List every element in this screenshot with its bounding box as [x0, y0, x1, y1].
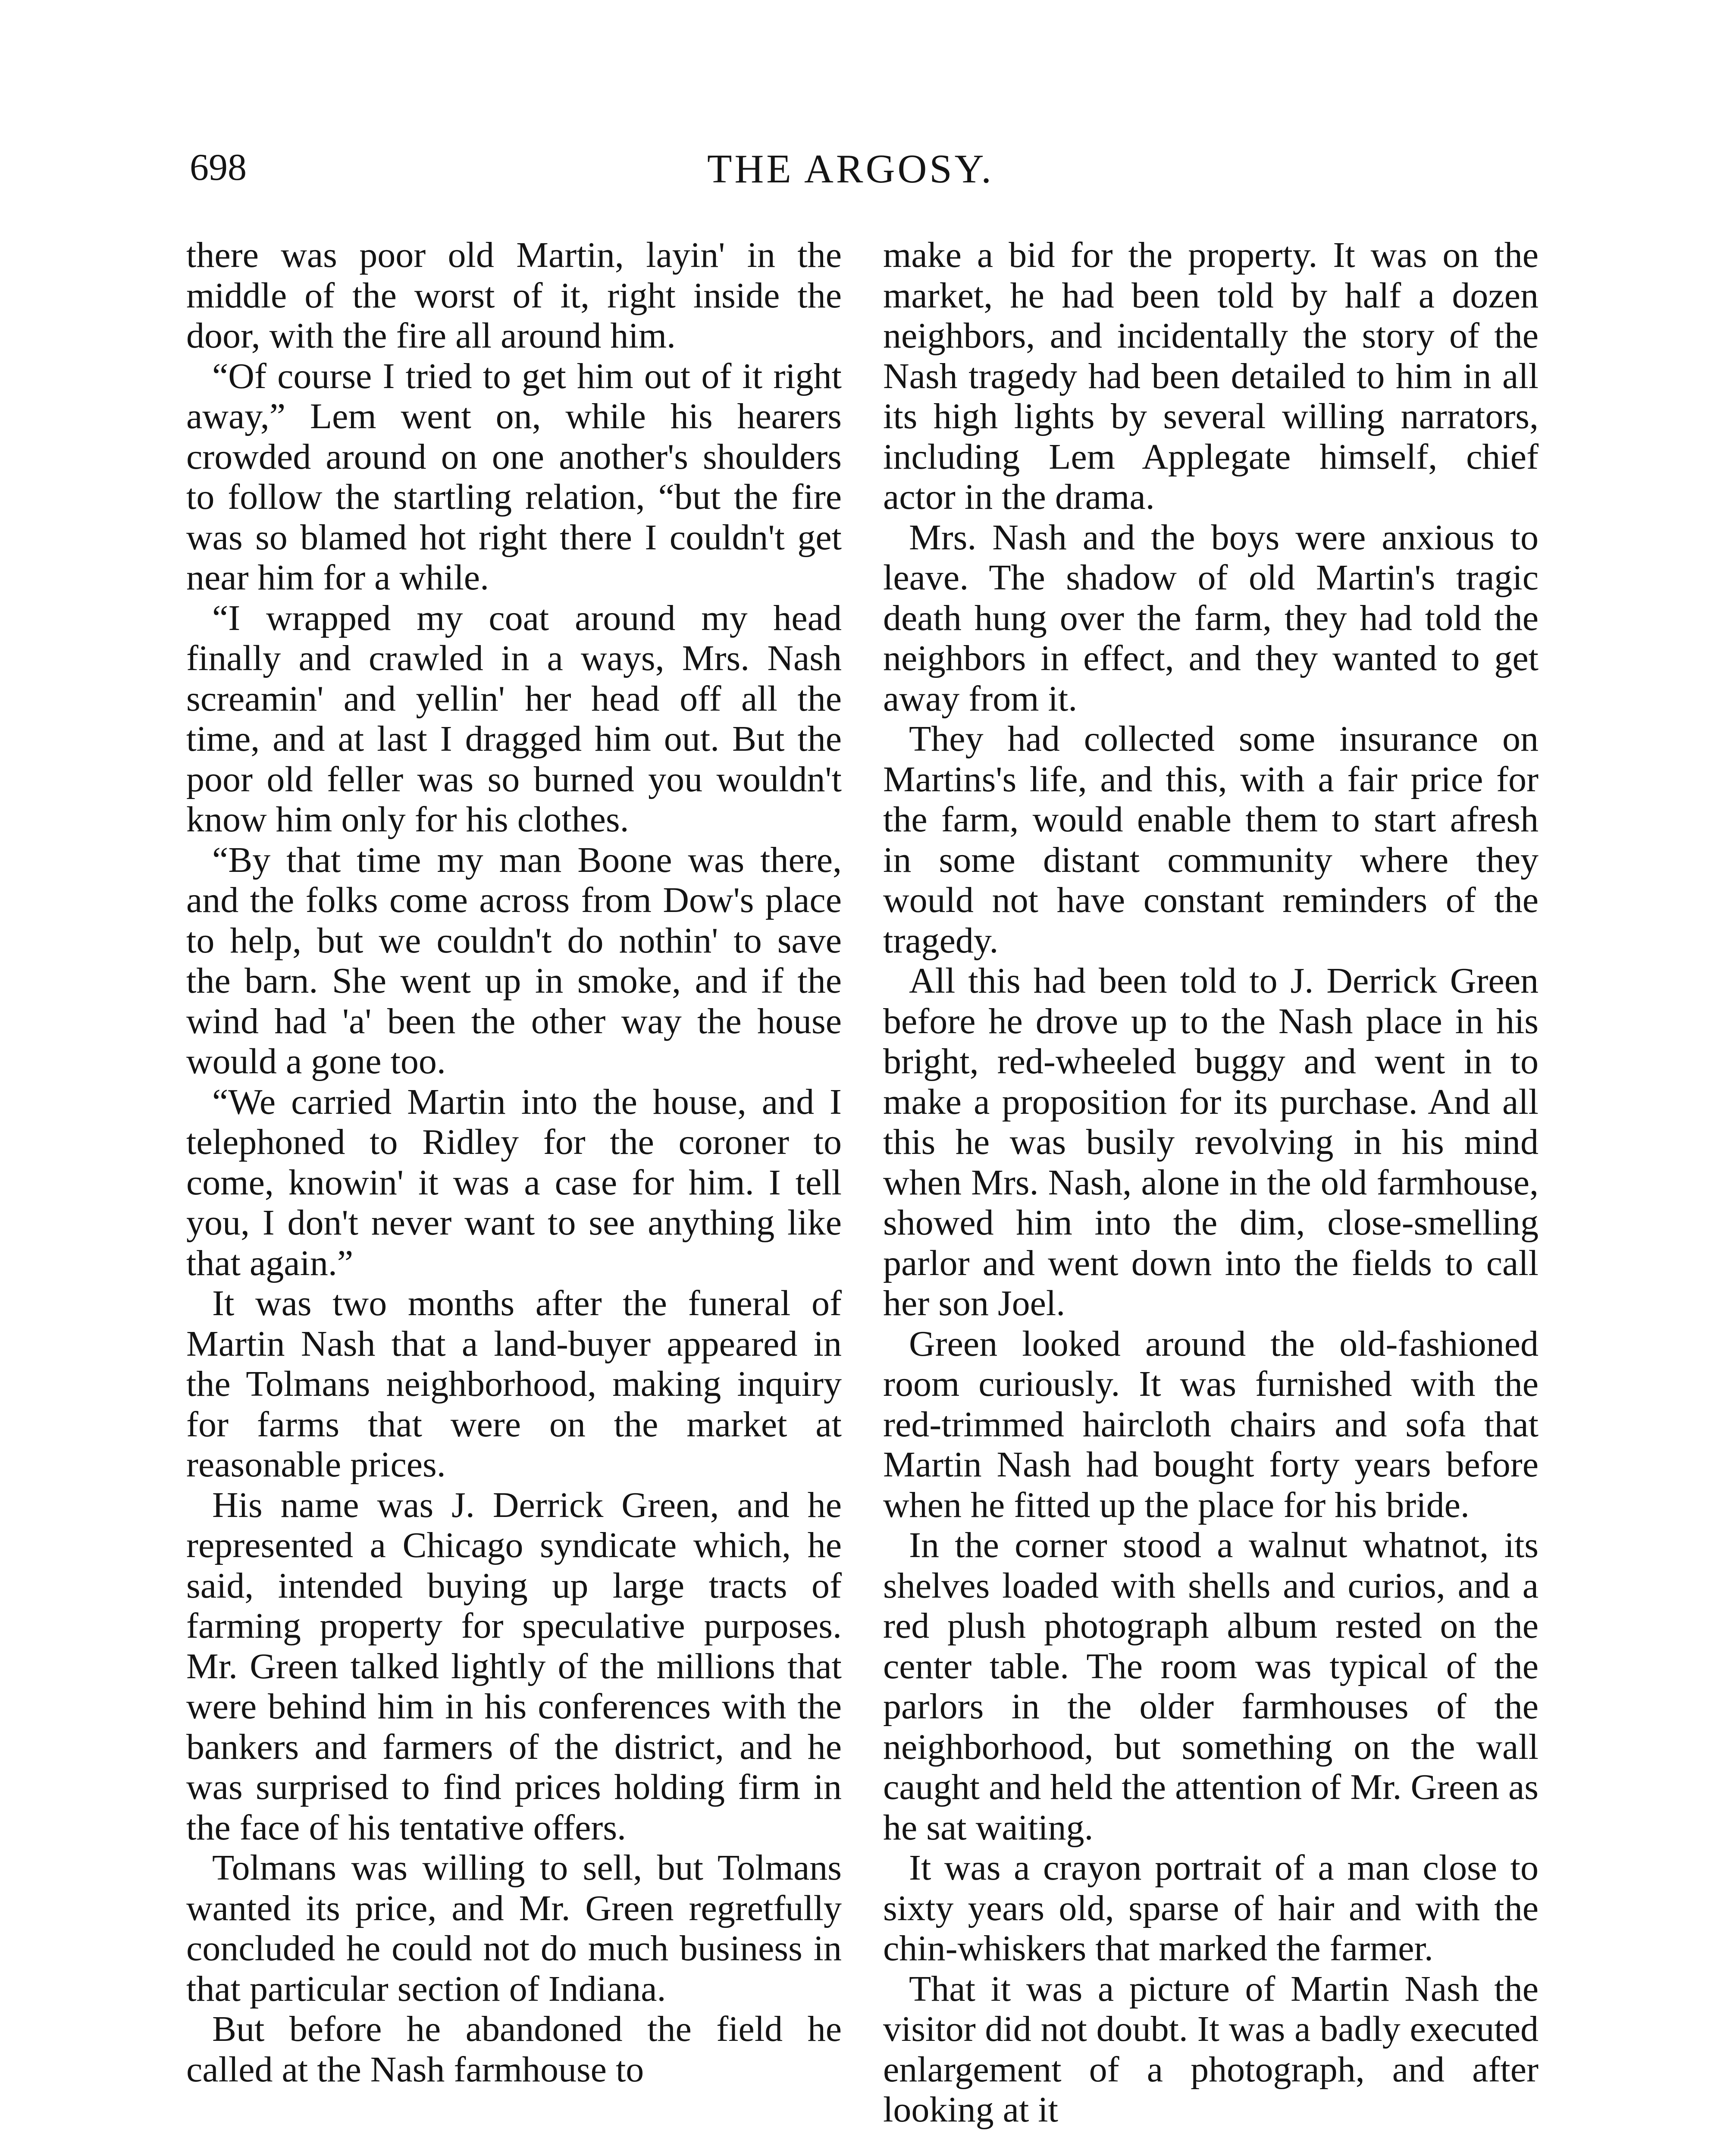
paragraph: make a bid for the property. It was on the market, he had been told by half a dozen neighbors, and incidentally the story of the Nash tragedy had been detailed to him in all its high lights by several willing narrators, including Lem Applegate himself, chief actor in the drama.	[883, 235, 1539, 517]
paragraph: “By that time my man Boone was there, and the folks come across from Dow's place to help, but we couldn't do nothin' to save the barn. She went up in smoke, and if the wind had 'a' been the other way the house would a gone too.	[186, 840, 842, 1081]
running-head: THE ARGOSY.	[707, 147, 994, 191]
paragraph: That it was a picture of Martin Nash the visitor did not doubt. It was a badly executed enlargement of a photograph, and after looking at it	[883, 1968, 1539, 2130]
paragraph: Tolmans was willing to sell, but Tolmans wanted its price, and Mr. Green regretfully concluded he could not do much business in that particular section of Indiana.	[186, 1848, 842, 2009]
paragraph: “Of course I tried to get him out of it right away,” Lem went on, while his hearers crowded around on one another's shoulders to follow the startling relation, “but the fire was so blamed hot right there I couldn't get near him for a while.	[186, 356, 842, 598]
paragraph: It was a crayon portrait of a man close to sixty years old, sparse of hair and with the chin-whiskers that marked the farmer.	[883, 1848, 1539, 1968]
page-number: 698	[190, 147, 247, 188]
paragraph: His name was J. Derrick Green, and he represented a Chicago syndicate which, he said, intended buying up large tracts of farming property for speculative purposes. Mr. Green talked lightly of the millions that were behind him in his conferences with the bankers and farmers of the district, and he was surprised to find prices holding firm in the face of his tentative offers.	[186, 1485, 842, 1848]
paragraph: “I wrapped my coat around my head finally and crawled in a ways, Mrs. Nash screamin' and yellin' her head off all the time, and at last I dragged him out. But the poor old feller was so burned you wouldn't know him only for his clothes.	[186, 598, 842, 840]
paragraph: All this had been told to J. Derrick Green before he drove up to the Nash place in his bright, red-wheeled buggy and went in to make a proposition for its purchase. And all this he was busily revolving in his mind when Mrs. Nash, alone in the old farmhouse, showed him into the dim, close-smelling parlor and went down into the fields to call her son Joel.	[883, 961, 1539, 1323]
paragraph: In the corner stood a walnut whatnot, its shelves loaded with shells and curios, and a red plush photograph album rested on the center table. The room was typical of the parlors in the older farmhouses of the neighborhood, but something on the wall caught and held the attention of Mr. Green as he sat waiting.	[883, 1525, 1539, 1848]
paragraph: there was poor old Martin, layin' in the middle of the worst of it, right inside the door, with the fire all around him.	[186, 235, 842, 356]
paragraph: They had collected some insurance on Martins's life, and this, with a fair price for the farm, would enable them to start afresh in some distant community where they would not have constant reminders of the tragedy.	[883, 719, 1539, 961]
paragraph: But before he abandoned the field he called at the Nash farmhouse to	[186, 2009, 842, 2090]
column-right	[883, 235, 1539, 2130]
paragraph: Mrs. Nash and the boys were anxious to leave. The shadow of old Martin's tragic death hung over the farm, they had told the neighbors in effect, and they wanted to get away from it.	[883, 517, 1539, 719]
column-left	[186, 235, 842, 2090]
paragraph: Green looked around the old-fashioned room curiously. It was furnished with the red-trimmed haircloth chairs and sofa that Martin Nash had bought forty years before when he fitted up the place for his bride.	[883, 1323, 1539, 1525]
paragraph: “We carried Martin into the house, and I telephoned to Ridley for the coroner to come, knowin' it was a case for him. I tell you, I don't never want to see anything like that again.”	[186, 1081, 842, 1283]
paragraph: It was two months after the funeral of Martin Nash that a land-buyer appeared in the Tolmans neighborhood, making inquiry for farms that were on the market at reasonable prices.	[186, 1283, 842, 1485]
